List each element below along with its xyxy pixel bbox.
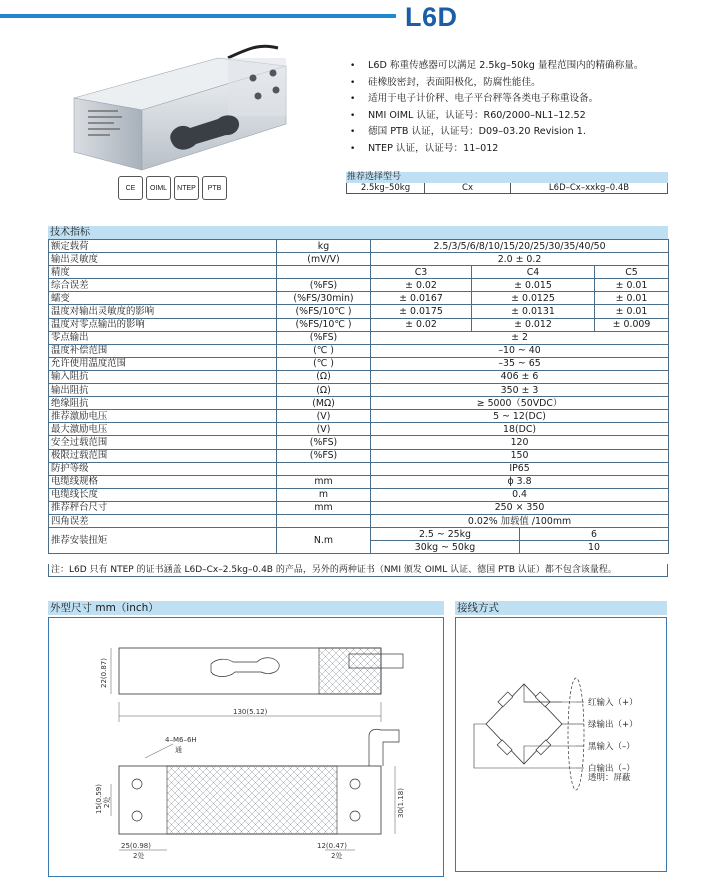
spec-name: 安全过载范围	[49, 436, 277, 449]
spec-value: IP65	[371, 462, 669, 475]
model-select-box	[346, 172, 668, 194]
end-offset-label: 25(0.98)	[121, 842, 151, 850]
spec-value: C3	[371, 266, 472, 279]
spec-value: ± 0.02	[371, 279, 472, 292]
feature-item: • L6D 称重传感器可以满足 2.5kg–50kg 量程范围内的精确称量。	[348, 58, 708, 75]
hole-span-label: 15(0.59)	[95, 784, 103, 814]
spec-name: 推荐秤台尺寸	[49, 501, 277, 514]
spec-value: ± 0.0125	[472, 292, 595, 305]
spec-unit: mm	[277, 475, 371, 488]
spec-unit	[277, 514, 371, 527]
spec-row	[49, 266, 669, 279]
end-offset-note: 2处	[133, 852, 145, 860]
spec-unit: (%FS/10℃ )	[277, 305, 371, 318]
spec-value: 350 ± 3	[371, 384, 669, 397]
spec-value: ± 0.0131	[472, 305, 595, 318]
spec-unit: (%FS/30min)	[277, 292, 371, 305]
model-select-title: 推荐选择型号	[346, 172, 668, 183]
spec-value: ± 0.01	[595, 292, 669, 305]
spec-value: –35 ~ 65	[371, 357, 669, 370]
dimension-title: 外型尺寸 mm（inch）	[48, 601, 444, 615]
spec-row	[49, 384, 669, 397]
spec-row	[49, 240, 669, 253]
ntep-logo: NTEP	[174, 176, 199, 200]
spec-value: ≥ 5000（50VDC）	[371, 397, 669, 410]
spec-name: 额定载荷	[49, 240, 277, 253]
spec-value: ϕ 3.8	[371, 475, 669, 488]
spec-value: C4	[472, 266, 595, 279]
feature-item: • 硅橡胶密封，表面阳极化，防腐性能佳。	[348, 75, 708, 92]
wiring-diagram	[455, 617, 667, 872]
spec-value: 406 ± 6	[371, 370, 669, 383]
spec-row	[49, 370, 669, 383]
mount-hole	[350, 811, 360, 821]
mount-hole	[132, 811, 142, 821]
spec-value: ± 0.0175	[371, 305, 472, 318]
top-view-seal	[167, 766, 337, 834]
spec-value: ± 0.02	[371, 318, 472, 331]
spec-name: 最大激励电压	[49, 423, 277, 436]
wire-label-green: 绿输出（+）	[588, 720, 638, 730]
spec-unit: (%FS)	[277, 279, 371, 292]
spec-value: 5 ~ 12(DC)	[371, 410, 669, 423]
model-class: Cx	[425, 183, 511, 193]
spec-unit: (℃ )	[277, 357, 371, 370]
spec-table	[48, 239, 669, 554]
mount-hole	[132, 779, 142, 789]
spec-value: 120	[371, 436, 669, 449]
spec-name: 极限过载范围	[49, 449, 277, 462]
spec-name: 输入阻抗	[49, 370, 277, 383]
spec-name: 推荐激励电压	[49, 410, 277, 423]
spec-unit: (%FS/10℃ )	[277, 318, 371, 331]
spec-row	[49, 423, 669, 436]
mount-hole	[350, 779, 360, 789]
holes-note: 通	[175, 746, 182, 754]
spec-name: 温度对输出灵敏度的影响	[49, 305, 277, 318]
spec-row	[49, 488, 669, 501]
width-label: 30(1.18)	[397, 788, 405, 818]
spec-row	[49, 475, 669, 488]
strain-gauge	[498, 692, 513, 707]
spec-name: 输出灵敏度	[49, 253, 277, 266]
spec-row	[49, 357, 669, 370]
strain-gauge	[535, 692, 550, 707]
spec-unit: (V)	[277, 423, 371, 436]
spec-value: 18(DC)	[371, 423, 669, 436]
height-label: 22(0.87)	[100, 658, 108, 688]
dimension-drawing-svg	[49, 618, 445, 878]
spec-row	[49, 253, 669, 266]
torque-range: 2.5 ~ 25kg	[371, 528, 520, 541]
spec-unit: N.m	[277, 528, 371, 554]
torque-value: 6	[520, 528, 669, 541]
torque-range: 30kg ~ 50kg	[371, 541, 520, 554]
cable-shield	[568, 678, 584, 790]
hole-span-note: 2处	[103, 796, 111, 808]
length-label: 130(5.12)	[233, 708, 268, 716]
spec-row	[49, 397, 669, 410]
spec-unit: (%FS)	[277, 331, 371, 344]
spec-unit: (Ω)	[277, 384, 371, 397]
spec-name: 温度对零点输出的影响	[49, 318, 277, 331]
spec-value: ± 0.01	[595, 305, 669, 318]
spec-value: –10 ~ 40	[371, 344, 669, 357]
spec-unit: m	[277, 488, 371, 501]
spec-row	[49, 305, 669, 318]
spec-name: 绝缘阻抗	[49, 397, 277, 410]
hole-pitch-note: 2处	[331, 852, 343, 860]
spec-row	[49, 410, 669, 423]
ce-logo: CE	[118, 176, 143, 200]
spec-value: ± 0.009	[595, 318, 669, 331]
spec-name: 温度补偿范围	[49, 344, 277, 357]
spec-unit: (mV/V)	[277, 253, 371, 266]
feature-item: • NTEP 认证，认证号：11–012	[348, 141, 708, 158]
spec-value: 0.02% 加载值 /100mm	[371, 514, 669, 527]
wire-label-red: 红输入（+）	[588, 698, 638, 708]
spec-value: 250 × 350	[371, 501, 669, 514]
spec-row	[49, 344, 669, 357]
spec-name: 电缆线规格	[49, 475, 277, 488]
spec-name: 防护等级	[49, 462, 277, 475]
spec-name: 电缆线长度	[49, 488, 277, 501]
spec-unit: (℃ )	[277, 344, 371, 357]
spec-row	[49, 318, 669, 331]
spec-value: ± 2	[371, 331, 669, 344]
side-view-seal	[319, 648, 381, 694]
spec-value: ± 0.012	[472, 318, 595, 331]
spec-row	[49, 514, 669, 527]
torque-value: 10	[520, 541, 669, 554]
feature-item: • 适用于电子计价秤、电子平台秤等各类电子称重设备。	[348, 91, 708, 108]
spec-row	[49, 331, 669, 344]
title-bar-accent	[0, 14, 396, 18]
spec-name: 蠕变	[49, 292, 277, 305]
spec-row	[49, 436, 669, 449]
oiml-logo: OIML	[146, 176, 171, 200]
spec-unit: (Ω)	[277, 370, 371, 383]
spec-unit: (V)	[277, 410, 371, 423]
model-select-row	[346, 183, 668, 194]
wiring-title: 接线方式	[455, 601, 667, 615]
spec-value: C5	[595, 266, 669, 279]
wire-label-black: 黑输入（–）	[588, 742, 635, 752]
hole-pitch-label: 12(0.47)	[317, 842, 347, 850]
spec-value: ± 0.015	[472, 279, 595, 292]
spec-value: ± 0.0167	[371, 292, 472, 305]
spec-value: ± 0.01	[595, 279, 669, 292]
product-title: L6D	[405, 2, 458, 32]
spec-unit: (MΩ)	[277, 397, 371, 410]
spec-name: 零点输出	[49, 331, 277, 344]
spec-value: 2.0 ± 0.2	[371, 253, 669, 266]
spec-row	[49, 528, 669, 541]
spec-row	[49, 292, 669, 305]
feature-item: • NMI OIML 认证，认证号：R60/2000–NL1–12.52	[348, 108, 708, 125]
spec-name: 允许使用温度范围	[49, 357, 277, 370]
spec-row	[49, 501, 669, 514]
feature-list	[348, 58, 708, 157]
side-view-bending-hole	[211, 658, 279, 677]
spec-name: 四角误差	[49, 514, 277, 527]
spec-name: 精度	[49, 266, 277, 279]
spec-value: 0.4	[371, 488, 669, 501]
spec-unit: (%FS)	[277, 436, 371, 449]
spec-name: 推荐安装扭矩	[49, 528, 277, 554]
spec-name: 输出阻抗	[49, 384, 277, 397]
spec-row	[49, 279, 669, 292]
ptb-logo: PTB	[202, 176, 227, 200]
spec-note: 注：L6D 只有 NTEP 的证书涵盖 L6D–Cx–2.5kg–0.4B 的产品，另外的两种证书（NMI 颁发 OIML 认证、德国 PTB 认证）都不包含该量程。	[48, 564, 668, 577]
certification-logos	[118, 176, 232, 202]
spec-unit: kg	[277, 240, 371, 253]
strain-gauge	[536, 740, 551, 755]
spec-value: 150	[371, 449, 669, 462]
load-cell-product-image	[68, 40, 328, 180]
wire-label-white: 白输出（–）	[588, 764, 635, 774]
dimension-drawing	[48, 617, 444, 877]
spec-title: 技术指标	[48, 226, 668, 239]
spec-row	[49, 449, 669, 462]
spec-value: 2.5/3/5/6/8/10/15/20/25/30/35/40/50	[371, 240, 669, 253]
model-code: L6D–Cx–xxkg–0.4B	[548, 183, 630, 193]
top-view-cable	[369, 729, 399, 766]
wiring-diagram-svg	[456, 618, 668, 873]
spec-unit	[277, 462, 371, 475]
model-capacity: 2.5kg–50kg	[347, 183, 425, 193]
spec-row	[49, 462, 669, 475]
spec-name: 综合误差	[49, 279, 277, 292]
feature-item: • 德国 PTB 认证，认证号：D09–03.20 Revision 1.	[348, 124, 708, 141]
spec-unit: mm	[277, 501, 371, 514]
holes-label: 4–M6–6H	[165, 736, 197, 744]
spec-unit: (%FS)	[277, 449, 371, 462]
wire-label-shield: 透明：屏蔽	[588, 773, 631, 783]
strain-gauge	[497, 740, 512, 755]
spec-unit	[277, 266, 371, 279]
